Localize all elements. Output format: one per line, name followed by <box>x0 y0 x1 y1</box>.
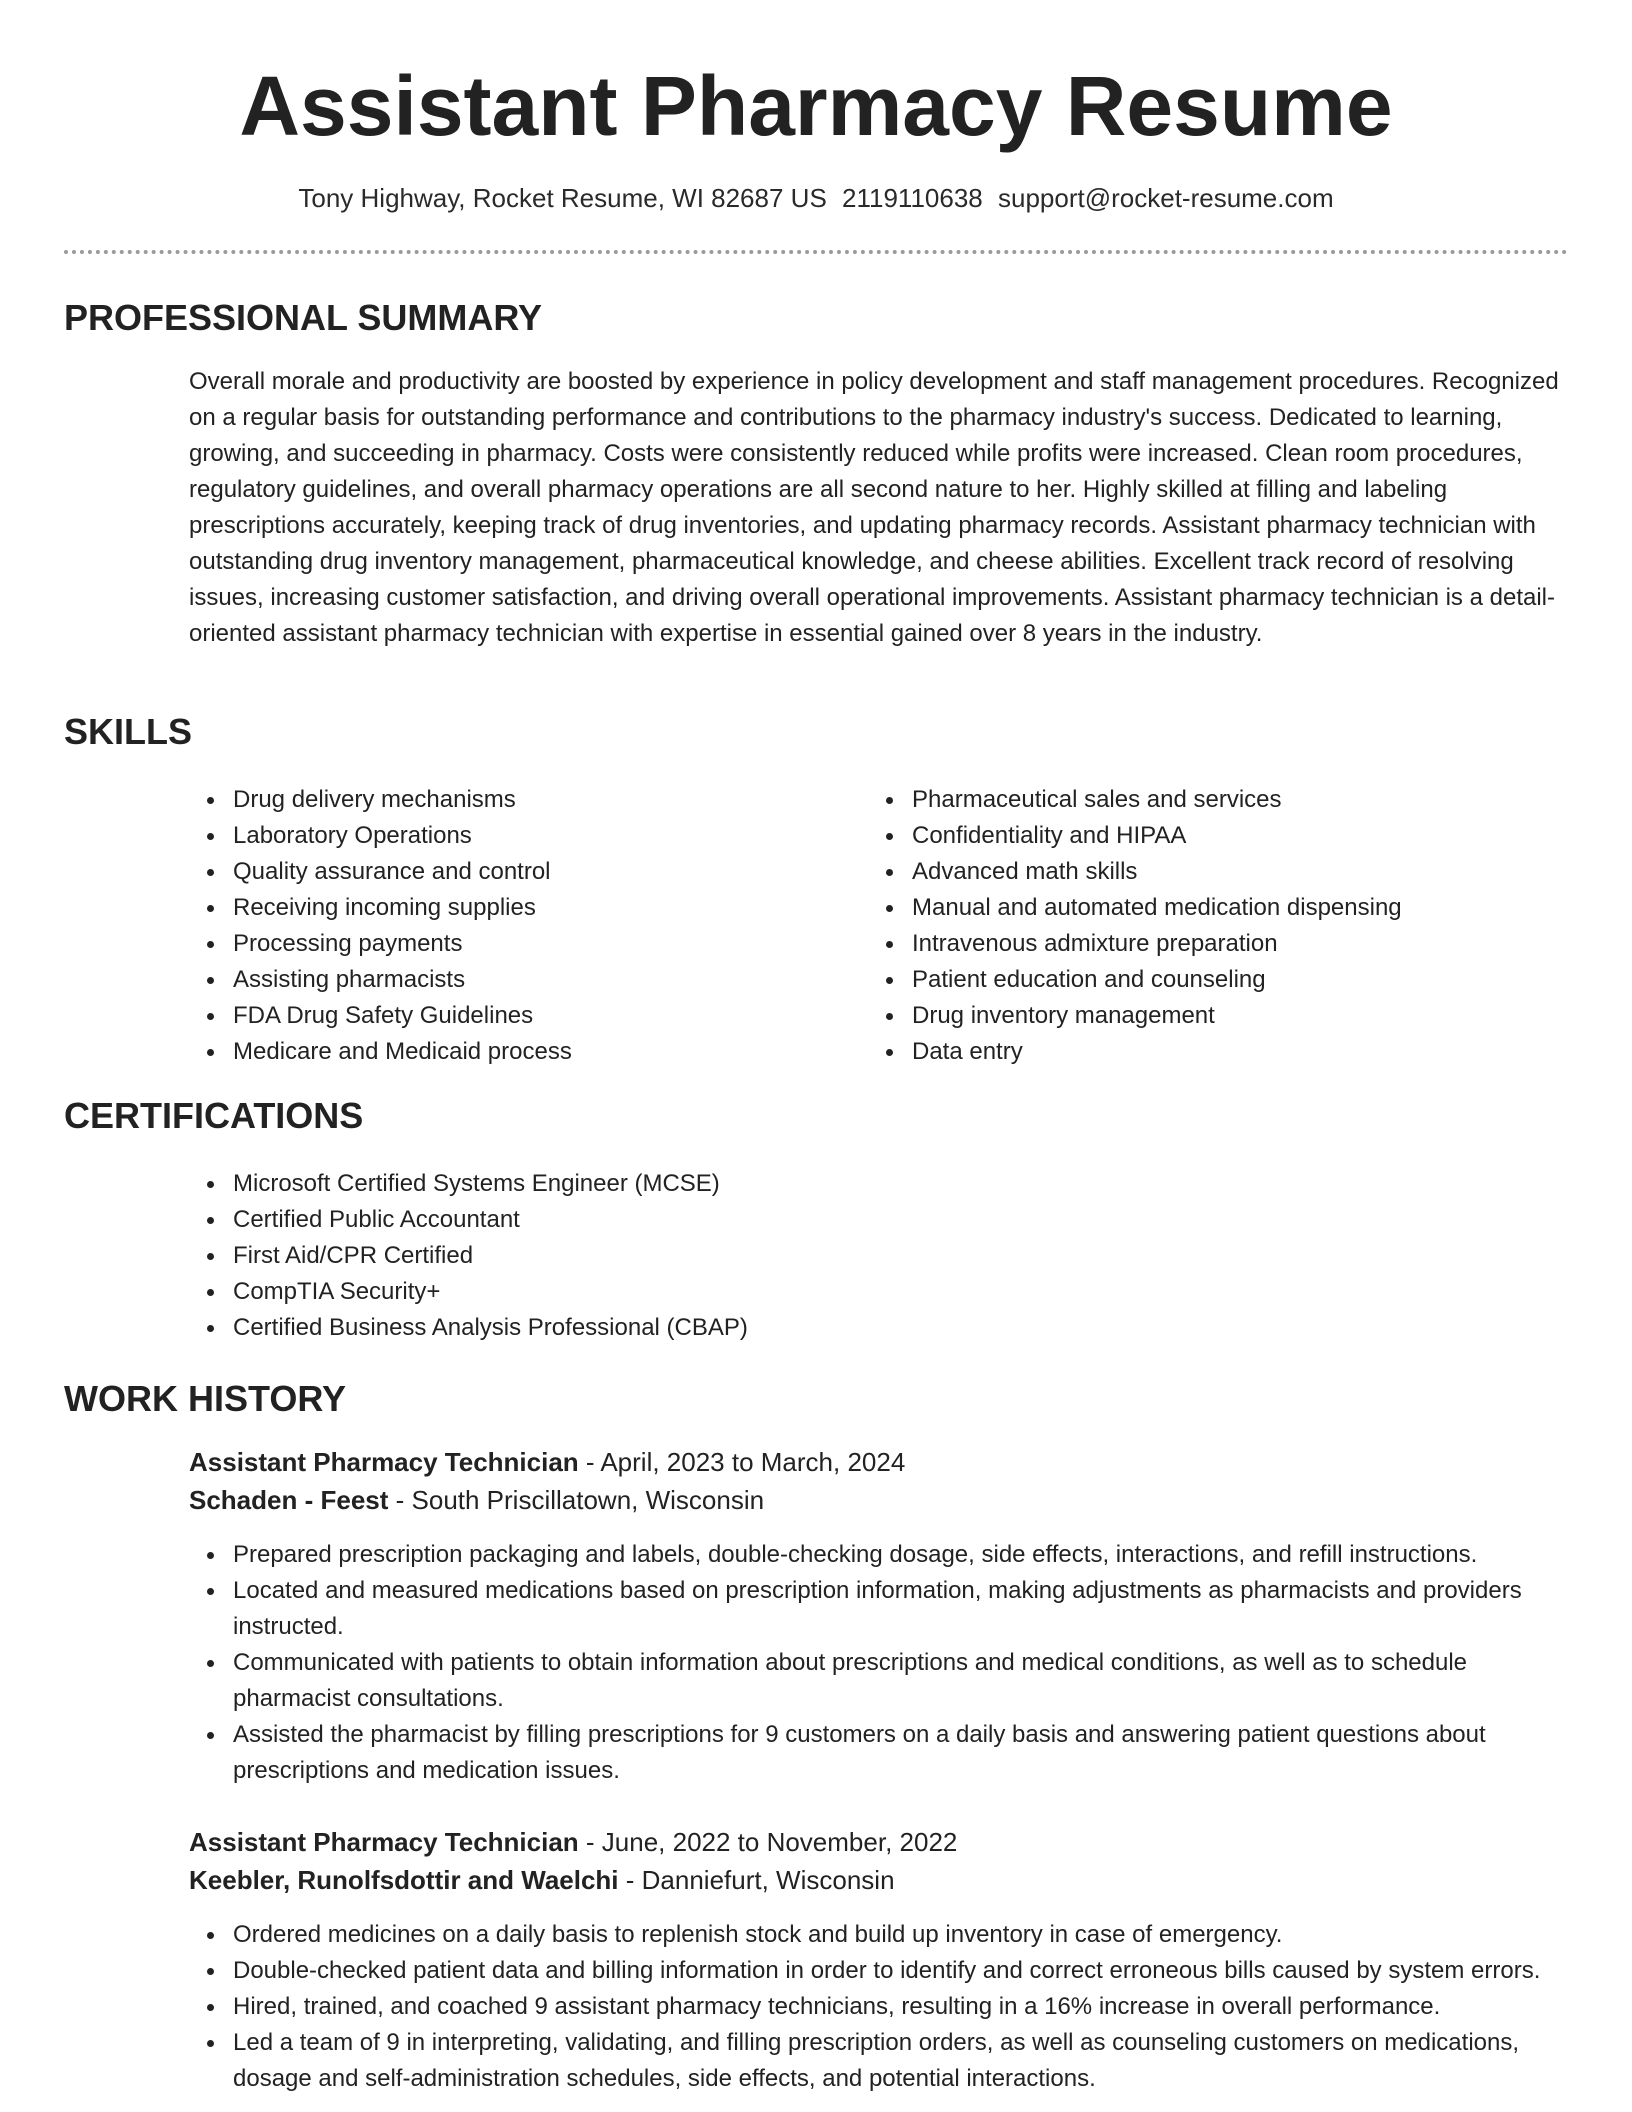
skill-item: Advanced math skills <box>912 854 1568 890</box>
skill-item: Pharmaceutical sales and services <box>912 782 1568 818</box>
job-duties <box>189 1537 1569 1789</box>
job-duty-item: Located and measured medications based on prescription information, making adjustments as pharmacists and providers instructed. <box>233 1573 1569 1645</box>
contact-email: support@rocket-resume.com <box>998 183 1334 213</box>
job-dates: - April, 2023 to March, 2024 <box>578 1447 906 1477</box>
skills-heading: SKILLS <box>64 711 193 752</box>
job-duties-list <box>189 1537 1569 1789</box>
job-title: Assistant Pharmacy Technician <box>189 1827 579 1857</box>
skill-item: FDA Drug Safety Guidelines <box>233 998 849 1034</box>
skill-item: Medicare and Medicaid process <box>233 1034 849 1070</box>
job-duty-item: Communicated with patients to obtain information about prescriptions and medical conditions, as well as to schedule pharmacist consultations. <box>233 1645 1569 1717</box>
skill-item: Intravenous admixture preparation <box>912 926 1568 962</box>
contact-phone: 2119110638 <box>842 183 983 213</box>
skill-item: Laboratory Operations <box>233 818 849 854</box>
job-duty-item: Double-checked patient data and billing information in order to identify and correct erroneous bills caused by system errors. <box>233 1953 1569 1989</box>
certifications-heading: CERTIFICATIONS <box>64 1095 364 1136</box>
skill-item: Manual and automated medication dispensing <box>912 890 1568 926</box>
job-duty-item: Hired, trained, and coached 9 assistant pharmacy technicians, resulting in a 16% increase in overall performance. <box>233 1989 1569 2025</box>
job-duty-item: Assisted the pharmacist by filling prescriptions for 9 customers on a daily basis and answering patient questions about prescriptions and medication issues. <box>233 1717 1569 1789</box>
resume-title: Assistant Pharmacy Resume <box>239 59 1393 153</box>
skill-item: Data entry <box>912 1034 1568 1070</box>
certification-item: Microsoft Certified Systems Engineer (MCSE) <box>233 1166 1569 1202</box>
skill-item: Drug inventory management <box>912 998 1568 1034</box>
skills-left-column <box>189 782 849 1070</box>
skill-item: Confidentiality and HIPAA <box>912 818 1568 854</box>
skills-left-list <box>189 782 849 1070</box>
job-dates: - June, 2022 to November, 2022 <box>578 1827 958 1857</box>
header-divider <box>64 250 1568 254</box>
skills-right-column <box>868 782 1568 1070</box>
job-duty-item: Led a team of 9 in interpreting, validating, and filling prescription orders, as well as counseling customers on medications, dosage and self-administration schedules, side effects, and potential interactions. <box>233 2025 1569 2097</box>
job-duties-list <box>189 1917 1569 2097</box>
certification-item: CompTIA Security+ <box>233 1274 1569 1310</box>
certification-item: First Aid/CPR Certified <box>233 1238 1569 1274</box>
work-history-heading: WORK HISTORY <box>64 1378 347 1419</box>
job-title: Assistant Pharmacy Technician <box>189 1447 579 1477</box>
summary-text: Overall morale and productivity are boosted by experience in policy development and staff management procedures. Recognized on a regular basis for outstanding performance and contributions to the pharmacy industry's success. Dedicated to learning, growing, and succeeding in pharmacy. Costs were consistently reduced while profits were increased. Clean room procedures, regulatory guidelines, and overall pharmacy operations are all second nature to her. Highly skilled at filling and labeling prescriptions accurately, keeping track of drug inventories, and updating pharmacy records. Assistant pharmacy technician with outstanding drug inventory management, pharmaceutical knowledge, and cheese abilities. Excellent track record of resolving issues, increasing customer satisfaction, and driving overall operational improvements. Assistant pharmacy technician is a detail-oriented assistant pharmacy technician with expertise in essential gained over 8 years in the industry. <box>189 368 1559 647</box>
skill-item: Receiving incoming supplies <box>233 890 849 926</box>
certification-item: Certified Public Accountant <box>233 1202 1569 1238</box>
job-location: - South Priscillatown, Wisconsin <box>388 1485 765 1515</box>
certification-item: Certified Business Analysis Professional (CBAP) <box>233 1310 1569 1346</box>
job-location: - Danniefurt, Wisconsin <box>618 1865 895 1895</box>
job-duties <box>189 1917 1569 2097</box>
job-company: Keebler, Runolfsdottir and Waelchi <box>189 1865 619 1895</box>
contact-line <box>0 180 1632 216</box>
job-title-line <box>189 1823 1569 1861</box>
summary-heading: PROFESSIONAL SUMMARY <box>64 297 543 338</box>
job-company: Schaden - Feest <box>189 1485 389 1515</box>
job-duty-item: Ordered medicines on a daily basis to replenish stock and build up inventory in case of emergency. <box>233 1917 1569 1953</box>
job-company-line <box>189 1861 1569 1899</box>
skill-item: Quality assurance and control <box>233 854 849 890</box>
skill-item: Patient education and counseling <box>912 962 1568 998</box>
skills-right-list <box>868 782 1568 1070</box>
skill-item: Drug delivery mechanisms <box>233 782 849 818</box>
job-duty-item: Prepared prescription packaging and labels, double-checking dosage, side effects, interactions, and refill instructions. <box>233 1537 1569 1573</box>
job-title-line <box>189 1443 1569 1481</box>
contact-address: Tony Highway, Rocket Resume, WI 82687 US <box>298 183 827 213</box>
skill-item: Processing payments <box>233 926 849 962</box>
certifications-list <box>189 1166 1569 1346</box>
job-company-line <box>189 1481 1569 1519</box>
certifications-block <box>189 1166 1569 1346</box>
skill-item: Assisting pharmacists <box>233 962 849 998</box>
